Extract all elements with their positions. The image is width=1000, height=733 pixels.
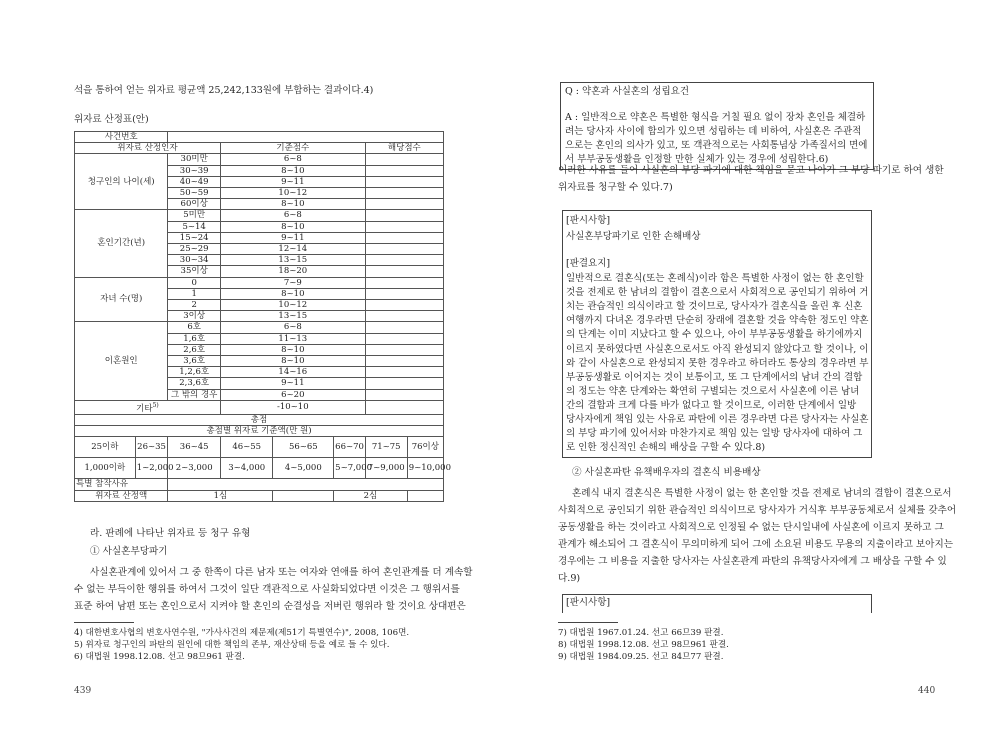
paragraph-line: 경우에는 그 비용을 지출한 당사자는 사실혼관계 파탄의 유책당사자에게 그 배상을 구할 수 있: [558, 556, 947, 567]
factor-range: 3이상: [168, 311, 221, 322]
footnote-rule: [558, 622, 618, 623]
amount: 3~4,000: [220, 458, 273, 479]
factor-range: 60이상: [168, 199, 221, 210]
applied-score: [365, 333, 443, 344]
score-range: 26~35: [135, 437, 168, 458]
base-score: 11~13: [220, 333, 365, 344]
factor-range: 5미만: [168, 210, 221, 221]
etc-label-text: 기타: [136, 403, 153, 414]
final-unit: 1심: [168, 490, 273, 501]
applied-score: [365, 255, 443, 266]
applied-score: [365, 277, 443, 288]
case-label: [판결요지]: [566, 258, 611, 269]
applied-score: [365, 154, 443, 165]
page-number: 439: [74, 686, 92, 696]
table-cell: [168, 132, 444, 143]
factor-range: 그 밖의 경우: [168, 389, 221, 400]
applied-score: [365, 378, 443, 389]
column-header: 해당점수: [365, 143, 443, 154]
etc-label: [75, 400, 221, 414]
paragraph-line: 표준 하여 남편 또는 혼인으로서 지켜야 할 혼인의 순결성을 저버린 행위라 할 것이요 상대편은: [74, 601, 466, 612]
applied-score: [365, 322, 443, 333]
paragraph-line: 위자료를 청구할 수 있다.7): [558, 182, 673, 193]
score-range: 66~70: [334, 437, 366, 458]
applied-score: [365, 300, 443, 311]
factor-range: 1,6호: [168, 333, 221, 344]
base-score: 8~10: [220, 344, 365, 355]
factor-range: 30~39: [168, 165, 221, 176]
base-score: -10~10: [220, 400, 365, 414]
base-score: 9~11: [220, 378, 365, 389]
applied-score: [365, 232, 443, 243]
table-row: [75, 479, 444, 490]
factor-range: 2: [168, 300, 221, 311]
table-row: [75, 414, 444, 425]
table-row: [75, 437, 444, 458]
applied-score: [365, 199, 443, 210]
qa-title: Q : 약혼과 사실혼의 성립요건: [565, 86, 690, 97]
column-header: 기준점수: [220, 143, 365, 154]
factor-label: 청구인의 나이(세): [75, 154, 168, 210]
case-label: [판시사항]: [566, 597, 611, 608]
amount: 9~10,000: [407, 458, 443, 479]
case-summary-line: 간의 결합과 크게 다를 바가 없다고 할 것이므로, 이러한 단계에서 일방: [566, 399, 857, 411]
final-unit: 2심: [334, 490, 408, 501]
case-summary-line: 여행까지 다녀온 경우라면 단순히 장래에 결혼할 것을 약속한 정도인 약혼: [566, 315, 869, 327]
table-row: [75, 210, 444, 221]
table-caption: 위자료 산정표(안): [74, 114, 149, 125]
base-score: 18~20: [220, 266, 365, 277]
table-row: [75, 458, 444, 479]
factor-range: 25~29: [168, 244, 221, 255]
amount: 1~2,000: [135, 458, 168, 479]
case-summary-line: 로 인한 정신적인 손해의 배상을 구할 수 있다.8): [566, 442, 766, 454]
footnote: 4) 대한변호사협의 변호사연수원, "가사사건의 제문제(제51기 특별연수)", 2008, 106면.: [74, 628, 410, 638]
base-score: 8~10: [220, 165, 365, 176]
paragraph-line: 관계가 해소되어 그 결혼식이 무의미하게 되어 그에 소요된 비용도 무용의 지출이라고 보아지는: [558, 539, 953, 550]
right-page: [500, 0, 1000, 733]
case-number-label: 사건번호: [75, 132, 168, 143]
base-score: 8~10: [220, 288, 365, 299]
paragraph-line: 혼례식 내지 결혼식은 특별한 사정이 없는 한 혼인할 것을 전제로 남녀의 결합이 결혼으로서: [572, 488, 952, 499]
footnote: 9) 대법원 1984.09.25. 선고 84므77 판결.: [558, 652, 724, 662]
intro-line: 석을 통하여 얻는 위자료 평균액 25,242,133원에 부합하는 결과이다.4): [74, 85, 374, 96]
factor-range: 1: [168, 288, 221, 299]
amount: 4~5,000: [273, 458, 334, 479]
applied-score: [365, 165, 443, 176]
qa-answer-line: A : 일반적으로 약혼은 특별한 형식을 거칠 필요 없이 장차 혼인을 체결하: [565, 112, 866, 123]
base-score: 8~10: [220, 221, 365, 232]
score-range: 56~65: [273, 437, 334, 458]
table-row: [75, 277, 444, 288]
table-row: [75, 426, 444, 437]
base-score: 10~12: [220, 300, 365, 311]
applied-score: [365, 188, 443, 199]
amount: 7~9,000: [365, 458, 407, 479]
base-score: 13~15: [220, 311, 365, 322]
factor-label: 자녀 수(명): [75, 277, 168, 322]
footnote-rule: [74, 622, 134, 623]
holding-title: 사실혼부당파기로 인한 손해배상: [566, 231, 701, 242]
applied-score: [365, 367, 443, 378]
case-summary-line: 와 같이 사실혼으로 완성되지 못한 경우라고 하더라도 통상의 경우라면 부: [566, 357, 869, 369]
table-row: [75, 154, 444, 165]
score-range: 46~55: [220, 437, 273, 458]
table-cell: [168, 479, 444, 490]
qa-answer-line: 서 부부공동생활을 인정할 만한 실체가 있는 경우에 성립한다.6): [565, 154, 829, 165]
table-row: [75, 143, 444, 154]
table-cell: [407, 490, 443, 501]
factor-range: 3,6호: [168, 356, 221, 367]
applied-score: [365, 344, 443, 355]
paragraph-line: 공동생활을 하는 것이라고 사회적으로 인정될 수 없는 단시일내에 사실혼에 이르지 못하고 그: [558, 522, 944, 533]
factor-range: 30~34: [168, 255, 221, 266]
case-label: [판시사항]: [566, 215, 611, 226]
base-score: 6~20: [220, 389, 365, 400]
section-title: 라. 판례에 나타난 위자료 등 청구 유형: [90, 528, 251, 539]
table-cell: [273, 490, 334, 501]
table-row: [75, 400, 444, 414]
footnote: 7) 대법원 1967.01.24. 선고 66므39 판결.: [558, 628, 724, 638]
alimony-criteria-table: [74, 131, 451, 502]
case-summary-line: 의 단계는 이미 지났다고 할 수 있으나, 아이 부부공동생활을 하기에까지: [566, 329, 863, 341]
case-summary-line: 일반적으로 결혼식(또는 혼례식)이라 함은 특별한 사정이 없는 한 혼인할: [566, 273, 864, 284]
applied-score: [365, 356, 443, 367]
table-row: [75, 132, 444, 143]
final-label: 위자료 산정액: [75, 490, 168, 501]
qa-answer-line: 으로는 혼인의 의사가 있고, 또 객관적으로는 사회통념상 가족질서의 면에: [565, 140, 868, 151]
applied-score: [365, 176, 443, 187]
case-summary-line: 치는 관습적인 의식이라고 할 것이므로, 당사자가 결혼식을 올린 후 신혼: [566, 301, 863, 313]
base-score: 6~8: [220, 322, 365, 333]
paragraph-line: 사실혼관계에 있어서 그 중 한쪽이 다른 남자 또는 여자와 연애를 하여 혼인관계를 더 계속할: [90, 567, 473, 578]
table-row: [75, 322, 444, 333]
footnote: 6) 대법원 1998.12.08. 선고 98므961 판결.: [74, 652, 245, 662]
base-score: 10~12: [220, 188, 365, 199]
base-score: 6~8: [220, 154, 365, 165]
applied-score: [365, 389, 443, 400]
qa-answer-line: 려는 당사자 사이에 합의가 있으면 성립하는 데 비하여, 사실혼은 주관적: [565, 126, 862, 137]
factor-range: 6호: [168, 322, 221, 333]
score-range: 76이상: [407, 437, 443, 458]
case-summary-line: 부공동생활로 이어지는 것이 보통이고, 또 그 단계에서의 남녀 간의 결합: [566, 371, 863, 383]
score-range: 25이하: [75, 437, 136, 458]
base-score: 9~11: [220, 176, 365, 187]
paragraph-line: 다.9): [558, 573, 581, 584]
base-score: 14~16: [220, 367, 365, 378]
special-label: 특별 참작사유: [75, 479, 168, 490]
case-summary-line: 것을 전제로 한 남녀의 결합이 결혼으로서 사회적으로 공인되기 위하여 거: [566, 287, 869, 299]
base-score: 12~14: [220, 244, 365, 255]
paragraph-line: 사회적으로 공인되기 위한 관습적인 의식이므로 당사자가 거식후 부부공동체로서 실체를 갖추어: [558, 505, 957, 516]
factor-label: 이혼원인: [75, 322, 168, 400]
factor-range: 2,3,6호: [168, 378, 221, 389]
factor-range: 2,6호: [168, 344, 221, 355]
applied-score: [365, 244, 443, 255]
base-score: 8~10: [220, 356, 365, 367]
footnote-marker: 5): [152, 401, 159, 409]
applied-score: [365, 221, 443, 232]
score-range: 71~75: [365, 437, 407, 458]
amount-header: 총점별 위자료 기준액(만 원): [75, 426, 444, 437]
score-range: 36~45: [168, 437, 221, 458]
applied-score: [365, 266, 443, 277]
case-summary-line: 당사자에게 책임 있는 사유로 파탄에 이른 경우라면 다른 당사자는 사실혼: [566, 414, 869, 425]
applied-score: [365, 288, 443, 299]
factor-range: 5~14: [168, 221, 221, 232]
factor-range: 0: [168, 277, 221, 288]
base-score: 8~10: [220, 199, 365, 210]
subsection-title: ② 사실혼파탄 유책배우자의 결혼식 비용배상: [572, 467, 761, 478]
factor-range: 15~24: [168, 232, 221, 243]
base-score: 9~11: [220, 232, 365, 243]
case-summary-line: 의 부당 파기에 있어서와 마찬가지로 책임 있는 일방 당사자에 대하여 그: [566, 428, 863, 440]
base-score: 6~8: [220, 210, 365, 221]
footnote: 5) 위자료 청구인의 파탄의 원인에 대한 책임의 존부, 재산상태 등을 예로 들 수 있다.: [74, 640, 390, 650]
total-label: 총점: [75, 414, 444, 425]
amount: 5~7,000: [334, 458, 366, 479]
factor-range: 30미만: [168, 154, 221, 165]
factor-range: 1,2,6호: [168, 367, 221, 378]
applied-score: [365, 311, 443, 322]
column-header: 위자료 산정인자: [75, 143, 221, 154]
factor-range: 50~59: [168, 188, 221, 199]
amount: 2~3,000: [168, 458, 221, 479]
factor-range: 35이상: [168, 266, 221, 277]
page-number: 440: [918, 686, 936, 696]
factor-label: 혼인기간(년): [75, 210, 168, 277]
applied-score: [365, 210, 443, 221]
table-row: [75, 490, 444, 501]
paragraph-line: 이러한 사유를 들어 사실혼의 부당 파기에 대한 책임을 묻고 나아가 그 부당 파기로 하여 생한: [558, 165, 944, 176]
table-cell: [365, 400, 443, 414]
paragraph-line: 수 없는 부득이한 행위를 하여서 그것이 일단 객관적으로 사실화되었다면 이것은 그 행위서를: [74, 584, 460, 595]
footnote: 8) 대법원 1998.12.08. 선고 98므961 판결.: [558, 640, 729, 650]
factor-range: 40~49: [168, 176, 221, 187]
amount: 1,000이하: [75, 458, 136, 479]
case-summary-line: 이르지 못하였다면 사실혼으로서도 아직 완성되지 않았다고 할 것이나, 이: [566, 343, 869, 355]
case-summary-line: 의 정도는 약혼 단계와는 확연히 구별되는 것으로서 사실혼에 이른 남녀: [566, 385, 860, 397]
base-score: 7~9: [220, 277, 365, 288]
subsection-title: ① 사실혼부당파기: [90, 546, 168, 557]
base-score: 13~15: [220, 255, 365, 266]
